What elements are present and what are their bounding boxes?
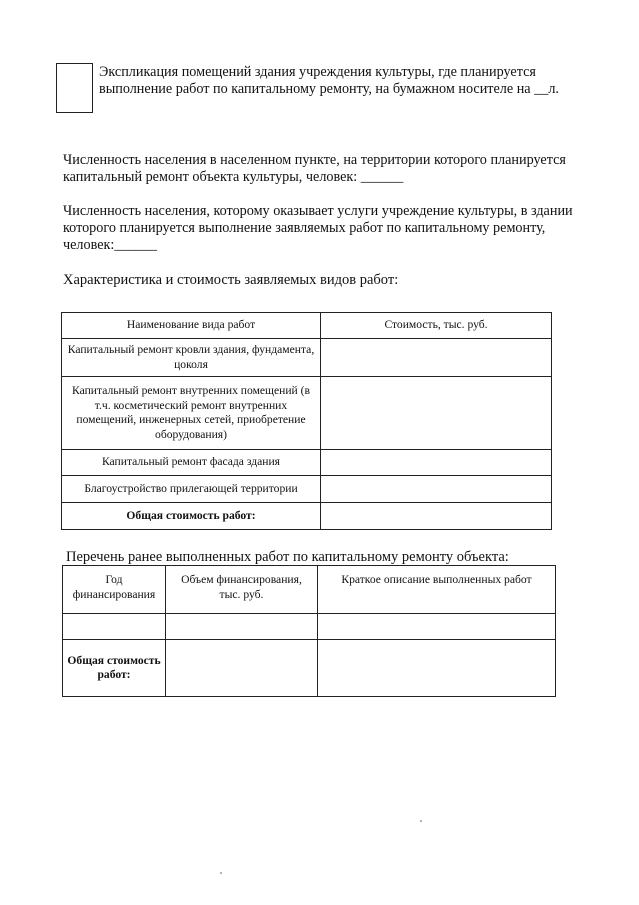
table-row xyxy=(63,614,556,640)
cost-cell[interactable] xyxy=(321,339,552,377)
works-table xyxy=(61,312,552,530)
prev-works-heading: Перечень ранее выполненных работ по капитальному ремонту объекта: xyxy=(66,549,509,565)
total-label: Общая стоимость работ: xyxy=(63,640,166,697)
work-type-cell: Капитальный ремонт кровли здания, фундамента, цоколя xyxy=(62,339,321,377)
cost-cell[interactable] xyxy=(321,450,552,476)
table-total-row xyxy=(62,503,552,530)
works-heading: Характеристика и стоимость заявляемых видов работ: xyxy=(63,272,399,288)
header-cost: Стоимость, тыс. руб. xyxy=(321,313,552,339)
header-year: Год финансирования xyxy=(63,566,166,614)
funding-cell[interactable] xyxy=(166,614,318,640)
scan-speck xyxy=(420,820,422,822)
header-description: Краткое описание выполненных работ xyxy=(318,566,556,614)
work-type-cell: Капитальный ремонт внутренних помещений (в т.ч. косметический ремонт внутренних помещений, инженерных сетей, приобретение оборудования) xyxy=(62,377,321,450)
total-cost-cell[interactable] xyxy=(321,503,552,530)
total-description-cell[interactable] xyxy=(318,640,556,697)
total-funding-cell[interactable] xyxy=(166,640,318,697)
year-cell[interactable] xyxy=(63,614,166,640)
population-locality-text: Численность населения в населенном пункте, на территории которого планируется капитальный ремонт объекта культуры, человек: ______ xyxy=(63,152,566,185)
table-header-row xyxy=(63,566,556,614)
prev-works-table xyxy=(62,565,556,697)
header-work-type: Наименование вида работ xyxy=(62,313,321,339)
table-row xyxy=(62,450,552,476)
header-funding-amount: Объем финансирования, тыс. руб. xyxy=(166,566,318,614)
description-cell[interactable] xyxy=(318,614,556,640)
table-header-row xyxy=(62,313,552,339)
work-type-cell: Капитальный ремонт фасада здания xyxy=(62,450,321,476)
table-row xyxy=(62,377,552,450)
explication-checkbox[interactable] xyxy=(56,63,93,113)
cost-cell[interactable] xyxy=(321,476,552,503)
total-label: Общая стоимость работ: xyxy=(62,503,321,530)
table-row xyxy=(62,339,552,377)
table-total-row xyxy=(63,640,556,697)
cost-cell[interactable] xyxy=(321,377,552,450)
population-served-text: Численность населения, которому оказывает услуги учреждение культуры, в здании которого планируется выполнение заявляемых работ по капитальному ремонту, человек:______ xyxy=(63,203,573,253)
work-type-cell: Благоустройство прилегающей территории xyxy=(62,476,321,503)
scan-speck xyxy=(220,872,222,874)
explication-text: Экспликация помещений здания учреждения культуры, где планируется выполнение работ по капитальному ремонту, на бумажном носителе на __л. xyxy=(99,64,559,97)
table-row xyxy=(62,476,552,503)
